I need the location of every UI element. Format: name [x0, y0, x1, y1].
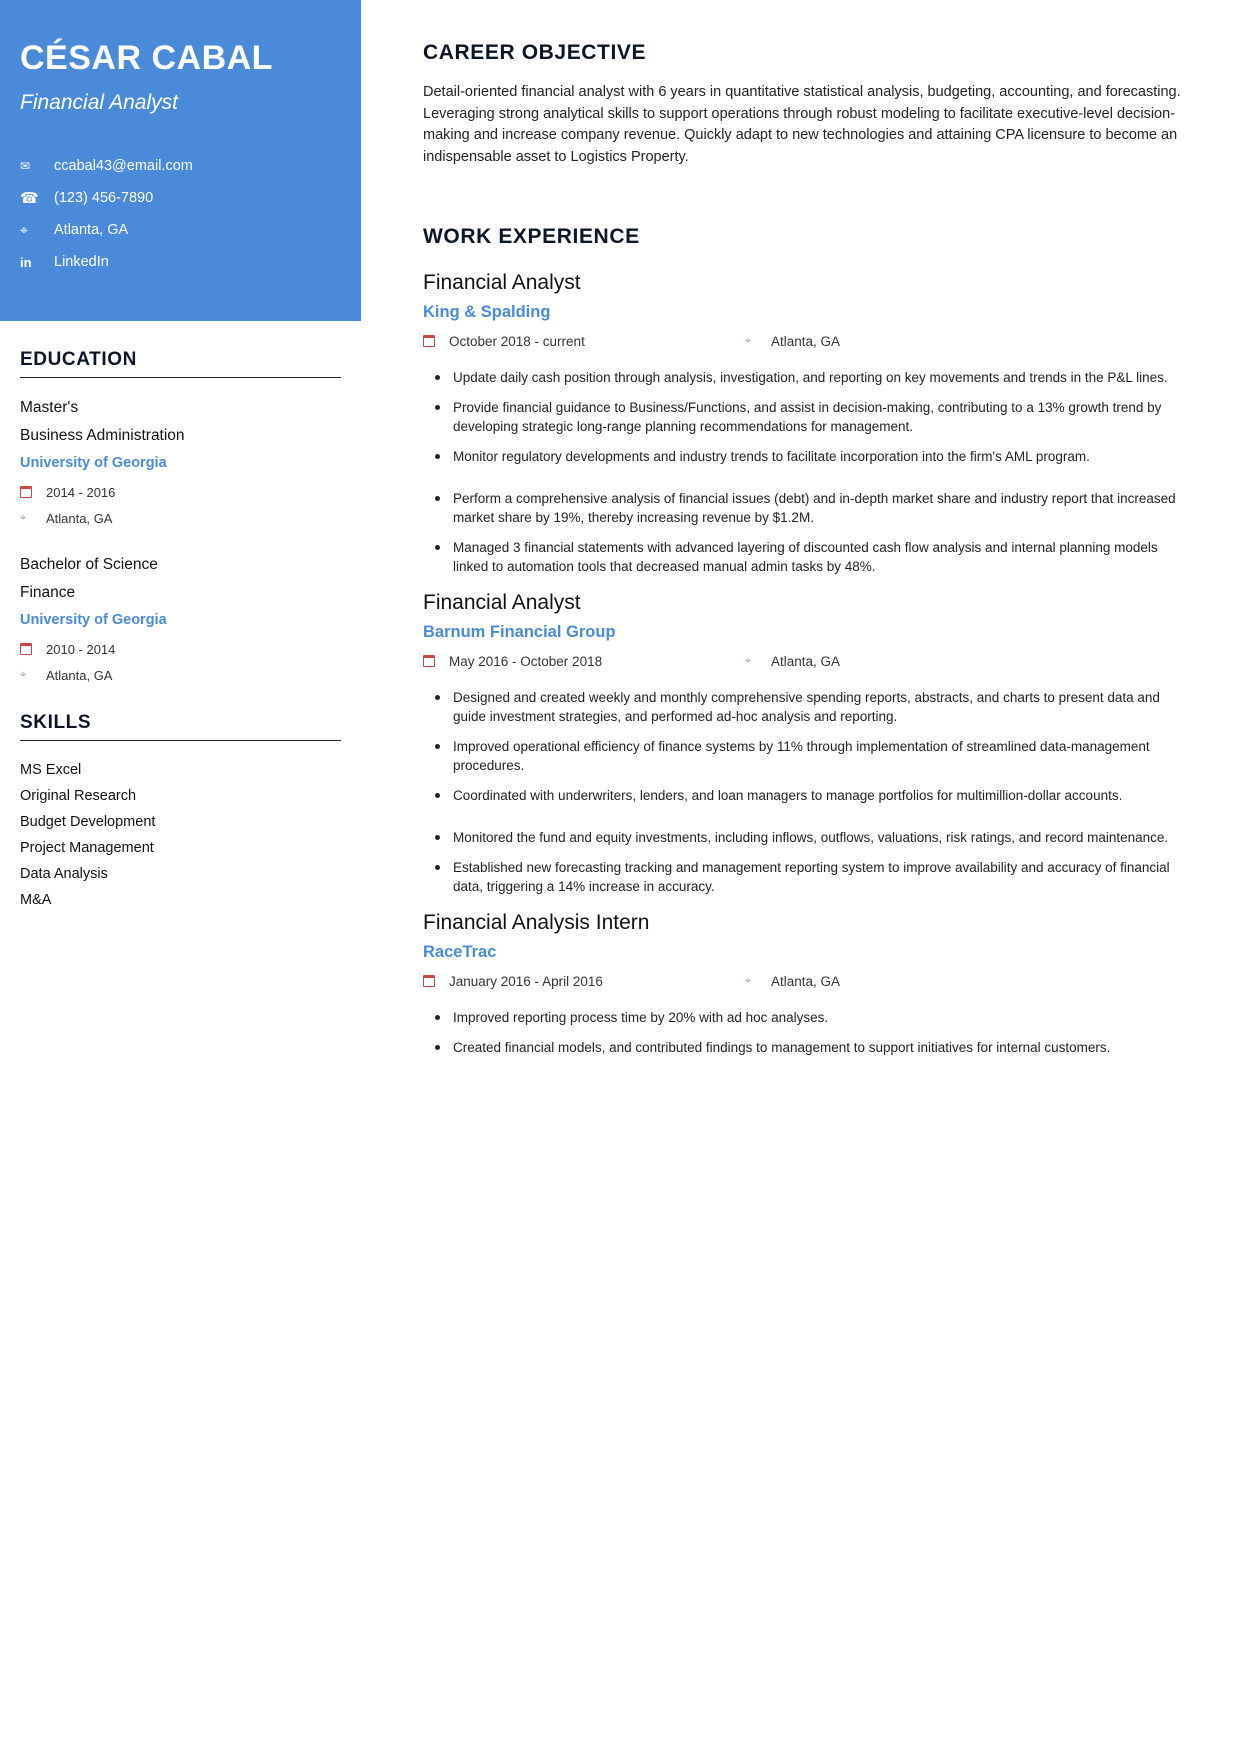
job-entry: [423, 270, 1203, 576]
job-bullets-secondary: [423, 489, 1203, 576]
sidebar: [0, 0, 361, 1754]
job-meta: [423, 652, 1203, 670]
job-bullets: [423, 368, 1203, 466]
skill-item: M&A: [20, 892, 52, 908]
calendar-icon: [423, 335, 449, 347]
contact-linkedin[interactable]: [20, 252, 341, 272]
job-dates-row: [423, 974, 745, 989]
work-heading: WORK EXPERIENCE: [423, 225, 640, 248]
calendar-icon: [20, 643, 46, 655]
job-company: Barnum Financial Group: [423, 623, 616, 641]
education-location-row: [20, 666, 341, 684]
sidebar-body: [0, 321, 361, 909]
skill-item: Project Management: [20, 840, 154, 856]
location-icon: ⌖: [20, 221, 28, 238]
job-entry: [423, 910, 1203, 1057]
job-dates-row: [423, 334, 745, 349]
location-icon: ⌖: [745, 334, 752, 347]
job-dates: January 2016 - April 2016: [449, 973, 603, 989]
email-icon: ✉: [20, 159, 31, 173]
objective-heading: CAREER OBJECTIVE: [423, 41, 647, 64]
job-bullet: Improved reporting process time by 20% with ad hoc analyses.: [423, 1008, 1193, 1027]
contact-linkedin-text: LinkedIn: [54, 254, 109, 270]
contact-email-text: ccabal43@email.com: [54, 158, 193, 174]
education-location: Atlanta, GA: [46, 667, 113, 683]
skills-heading: SKILLS: [20, 712, 341, 741]
education-section: [20, 349, 341, 684]
job-company: RaceTrac: [423, 943, 497, 961]
job-title: Financial Analyst: [423, 271, 581, 294]
education-dates-row: [20, 483, 341, 501]
job-location-row: [745, 334, 840, 349]
job-title: Financial Analysis Intern: [423, 911, 650, 934]
skill-item: Budget Development: [20, 814, 156, 830]
calendar-icon: [423, 975, 449, 987]
job-location: Atlanta, GA: [771, 333, 841, 349]
job-location: Atlanta, GA: [771, 653, 841, 669]
job-location-row: [745, 654, 840, 669]
skills-section: [20, 712, 341, 909]
job-location: Atlanta, GA: [771, 973, 841, 989]
job-meta: [423, 332, 1203, 350]
contact-list: [20, 156, 341, 272]
job-bullet: Improved operational efficiency of finance systems by 11% through implementation of streamlined data-management procedures.: [423, 737, 1193, 775]
education-heading: EDUCATION: [20, 349, 341, 378]
job-bullet: Provide financial guidance to Business/Functions, and assist in decision-making, contributing to a 13% growth trend by developing strategic long-range planning recommendations for management.: [423, 398, 1193, 436]
job-bullet: Managed 3 financial statements with advanced layering of discounted cash flow analysis and internal planning models linked to automation tools that decreased manual admin tasks by 48%.: [423, 538, 1193, 576]
job-bullet: Monitored the fund and equity investments, including inflows, outflows, valuations, risk ratings, and record maintenance.: [423, 828, 1193, 847]
job-bullets-secondary: [423, 828, 1203, 896]
location-icon: ⌖: [20, 511, 27, 524]
contact-location-text: Atlanta, GA: [54, 222, 129, 238]
education-item: [20, 398, 341, 527]
education-dates: 2010 - 2014: [46, 641, 116, 657]
job-location-row: [745, 974, 840, 989]
location-icon: ⌖: [745, 974, 752, 987]
main-content: [423, 0, 1203, 1068]
location-icon: ⌖: [745, 654, 752, 667]
education-dates-row: [20, 640, 341, 658]
job-dates-row: [423, 654, 745, 669]
skill-item: Original Research: [20, 788, 137, 804]
calendar-icon: [423, 655, 449, 667]
job-bullets: [423, 688, 1203, 805]
header-box: [0, 0, 361, 321]
education-field: Business Administration: [20, 427, 185, 444]
job-meta: [423, 972, 1203, 990]
job-title: Financial Analyst: [423, 591, 581, 614]
education-school: University of Georgia: [20, 612, 167, 628]
job-entry: [423, 590, 1203, 896]
job-bullet: Monitor regulatory developments and industry trends to facilitate incorporation into the firm's AML program.: [423, 447, 1193, 466]
job-bullet: Perform a comprehensive analysis of financial issues (debt) and in-depth market share and industry report that increased market share by 19%, thereby increasing revenue by $1.2M.: [423, 489, 1193, 527]
education-degree: Master's: [20, 399, 79, 416]
job-dates: October 2018 - current: [449, 333, 585, 349]
location-icon: ⌖: [20, 668, 27, 681]
education-item: [20, 555, 341, 684]
job-bullets: [423, 1008, 1203, 1057]
contact-email[interactable]: [20, 156, 341, 176]
work-section: [423, 224, 1203, 1057]
education-dates: 2014 - 2016: [46, 484, 116, 500]
job-company: King & Spalding: [423, 303, 551, 321]
job-bullet: Designed and created weekly and monthly comprehensive spending reports, abstracts, and charts to present data and guide investment strategies, and performed ad-hoc analysis and reporting.: [423, 688, 1193, 726]
education-school: University of Georgia: [20, 455, 167, 471]
contact-location: [20, 220, 341, 240]
education-list: [20, 398, 341, 684]
job-bullet: Coordinated with underwriters, lenders, and loan managers to manage portfolios for multimillion-dollar accounts.: [423, 786, 1193, 805]
job-bullet: Created financial models, and contributed findings to management to support initiatives for internal customers.: [423, 1038, 1193, 1057]
linkedin-icon: in: [20, 254, 32, 270]
education-degree: Bachelor of Science: [20, 556, 158, 573]
education-field: Finance: [20, 584, 76, 601]
contact-phone[interactable]: [20, 188, 341, 208]
phone-icon: ☎: [20, 190, 39, 207]
job-dates: May 2016 - October 2018: [449, 653, 603, 669]
objective-text: Detail-oriented financial analyst with 6 years in quantitative statistical analysis, budgeting, accounting, and forecasting. Leveraging strong analytical skills to support operations through robust modeling to facilitate executive-level decision-making and increase company revenue. Quickly adapt to new technologies and attaining CPA licensure to become an indispensable asset to Logistics Property.: [423, 84, 1181, 165]
objective-section: [423, 40, 1203, 168]
skills-list: [20, 761, 341, 909]
candidate-title: Financial Analyst: [20, 91, 178, 114]
skill-item: Data Analysis: [20, 866, 108, 882]
job-bullet: Update daily cash position through analysis, investigation, and reporting on key movements and trends in the P&L lines.: [423, 368, 1193, 387]
calendar-icon: [20, 486, 46, 498]
skill-item: MS Excel: [20, 762, 82, 778]
contact-phone-text: (123) 456-7890: [54, 190, 154, 206]
education-location: Atlanta, GA: [46, 510, 113, 526]
candidate-name: CÉSAR CABAL: [20, 39, 273, 77]
education-location-row: [20, 509, 341, 527]
job-bullet: Established new forecasting tracking and management reporting system to improve availability and accuracy of financial data, triggering a 14% increase in accuracy.: [423, 858, 1193, 896]
